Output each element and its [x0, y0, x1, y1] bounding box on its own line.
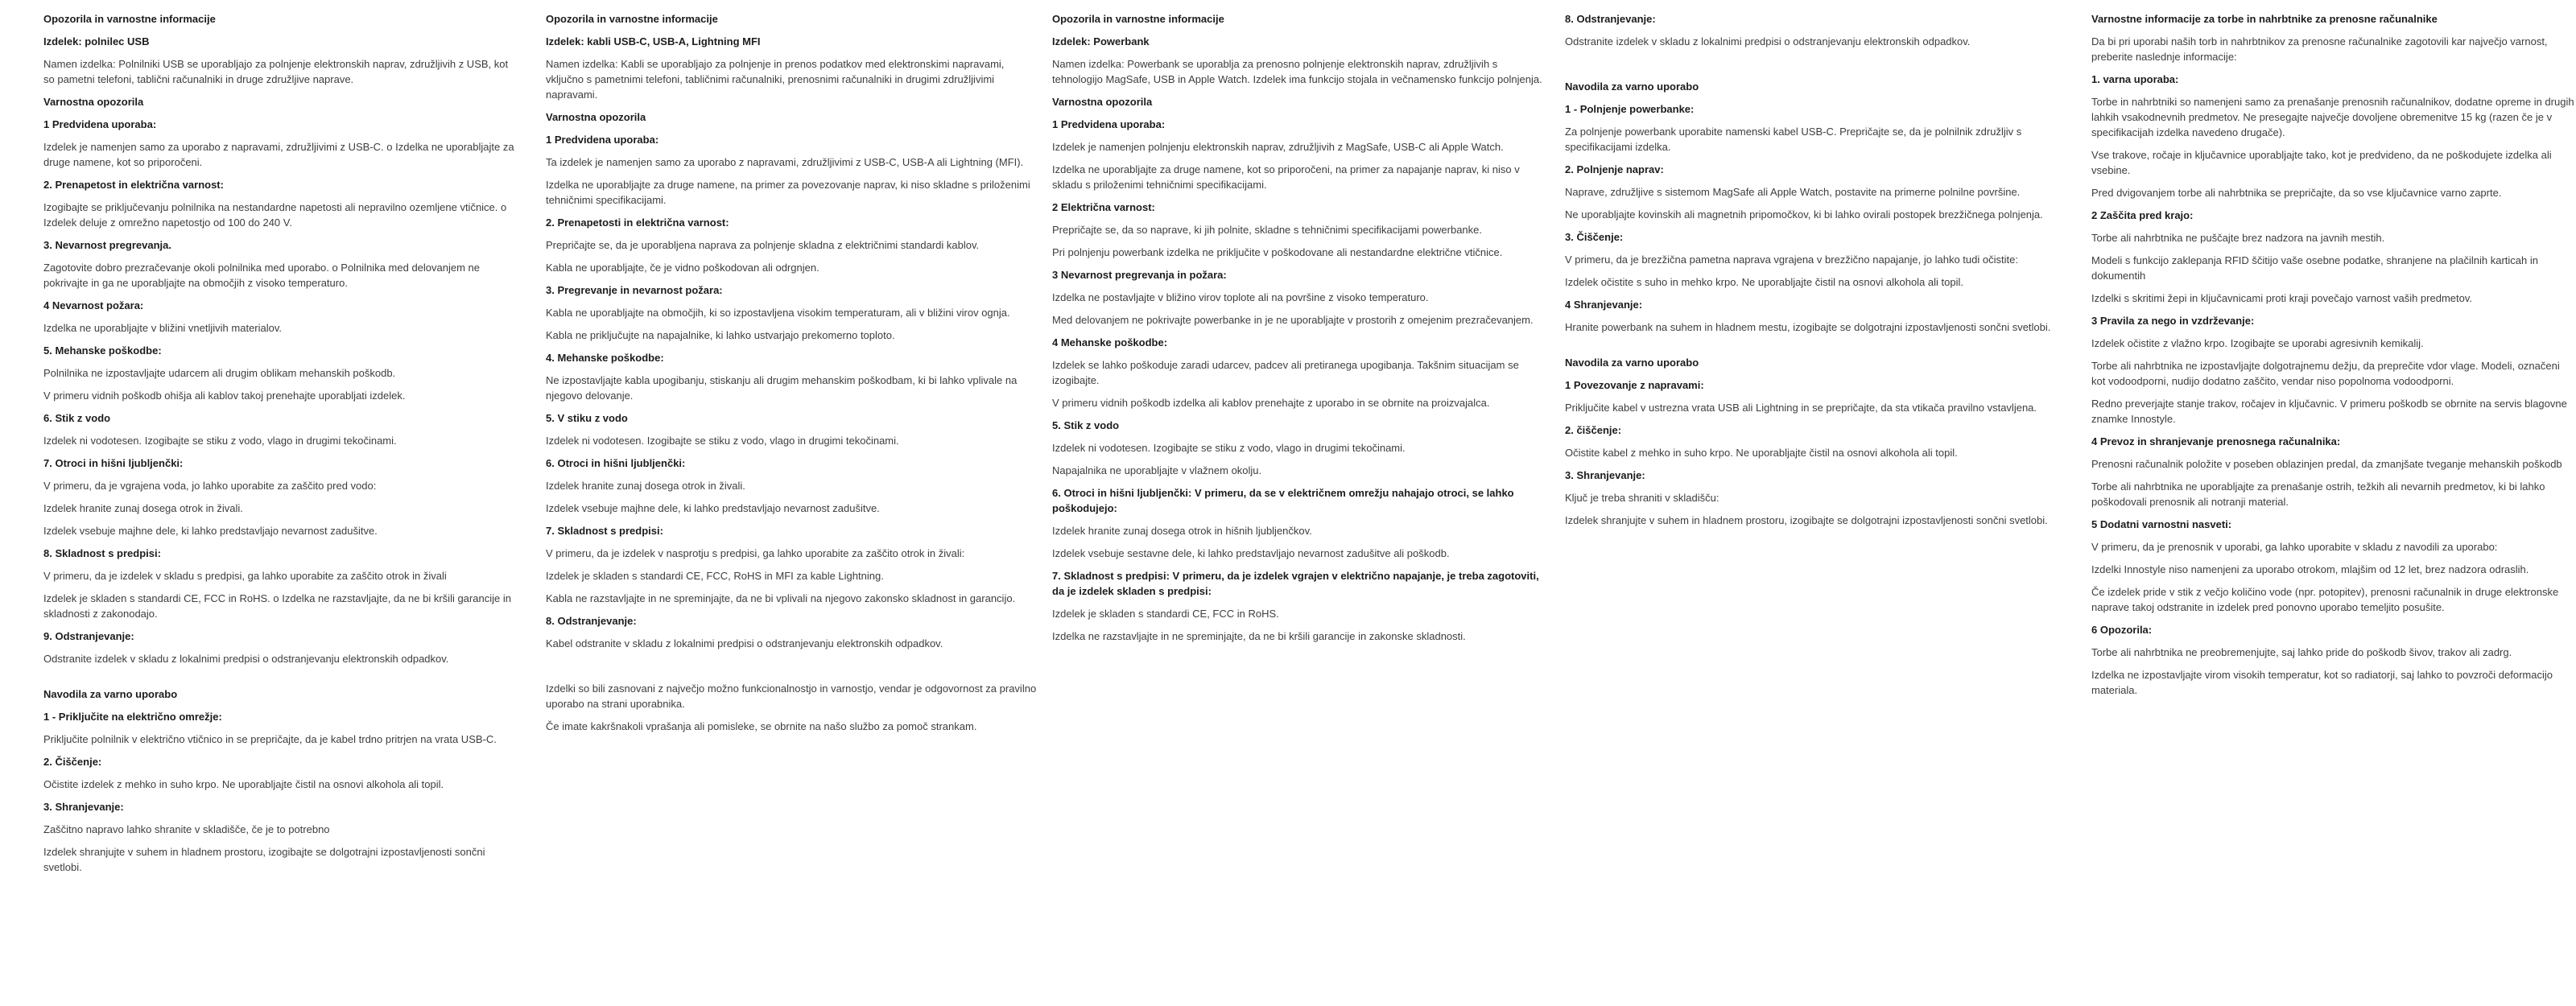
paragraph: Za polnjenje powerbank uporabite namenski kabel USB-C. Prepričajte se, da je polnilnik združljiv s specifikacijami izdelka.: [1565, 126, 2022, 153]
paragraph: Med delovanjem ne pokrivajte powerbanke in je ne uporabljajte v prostorih z omejenim prezračevanjem.: [1052, 314, 1534, 326]
section-heading: Navodila za varno uporabo: [1565, 80, 1699, 93]
section-heading: 1 Predvidena uporaba:: [43, 118, 157, 130]
section-heading: 1 Predvidena uporaba:: [546, 134, 659, 146]
section-heading: 3. Nevarnost pregrevanja.: [43, 239, 171, 251]
paragraph: Namen izdelka: Polnilniki USB se uporabljajo za polnjenje elektronskih naprav, združljivih z USB, kot so pametni telefoni, tablični računalniki in druge združljive naprave.: [43, 58, 509, 85]
section-heading: 3. Čiščenje:: [1565, 231, 1624, 243]
paragraph: V primeru, da je vgrajena voda, jo lahko uporabite za zaščito pred vodo:: [43, 480, 377, 492]
paragraph: Ne izpostavljajte kabla upogibanju, stiskanju ali drugim mehanskim poškodbam, ki bi lahko vplivale na njegovo delovanje.: [546, 374, 1018, 402]
section-heading: Opozorila in varnostne informacije: [1052, 13, 1224, 25]
paragraph: V primeru vidnih poškodb ohišja ali kablov takoj prenehajte uporabljati izdelek.: [43, 390, 406, 402]
section-heading: 1 - Priključite na električno omrežje:: [43, 711, 222, 723]
section-heading: 7. Skladnost s predpisi: V primeru, da je izdelek vgrajen v električno napajanje, je treba zagotoviti, da je izdelek skladen s predpisi:: [1052, 570, 1539, 597]
paragraph: Pri polnjenju powerbank izdelka ne priključite v poškodovane ali nestandardne električne vtičnice.: [1052, 246, 1503, 258]
section-heading: 6. Stik z vodo: [43, 412, 111, 424]
paragraph: Kabel odstranite v skladu z lokalnimi predpisi o odstranjevanju elektronskih odpadkov.: [546, 637, 943, 649]
paragraph: Izdelki s skritimi žepi in ključavnicami proti kraji povečajo varnost vaših predmetov.: [2091, 292, 2472, 304]
section-heading: 8. Odstranjevanje:: [1565, 13, 1656, 25]
paragraph: Namen izdelka: Powerbank se uporablja za prenosno polnjenje elektronskih naprav, združljivih s tehnologijo MagSafe, USB in Apple Watch. Izdelek ima funkcijo stojala in večnamensko funkcijo polnjenja.: [1052, 58, 1542, 85]
paragraph: Ne uporabljajte kovinskih ali magnetnih pripomočkov, ki bi lahko ovirali postopek brezžičnega polnjenja.: [1565, 208, 2043, 221]
section-heading: 2. Polnjenje naprav:: [1565, 163, 1664, 175]
paragraph: Izogibajte se priključevanju polnilnika na nestandardne napetosti ali nepravilno ozemljene vtičnice. o Izdelek deluje z omrežno napetostjo od 100 do 240 V.: [43, 201, 507, 229]
column-laptop-bags: [2091, 11, 2574, 705]
paragraph: Pred dvigovanjem torbe ali nahrbtnika se prepričajte, da so vse ključavnice varno zaprte.: [2091, 187, 2502, 199]
paragraph: Izdelek je skladen s standardi CE, FCC in RoHS.: [1052, 608, 1279, 620]
section-heading: 7. Otroci in hišni ljubljenčki:: [43, 457, 184, 469]
section-heading: 7. Skladnost s predpisi:: [546, 525, 663, 537]
paragraph: Izdelek očistite z vlažno krpo. Izogibajte se uporabi agresivnih kemikalij.: [2091, 337, 2424, 349]
paragraph: Izdelek je namenjen samo za uporabo z napravami, združljivimi z USB-C. o Izdelka ne uporabljajte za druge namene, kot so priporočeni.: [43, 141, 514, 168]
section-heading: 4 Nevarnost požara:: [43, 299, 144, 311]
section-heading: Opozorila in varnostne informacije: [546, 13, 718, 25]
paragraph: V primeru, da je brezžična pametna naprava vgrajena v brezžično napajanje, jo lahko tudi očistite:: [1565, 254, 2018, 266]
paragraph: Priključite kabel v ustrezna vrata USB ali Lightning in se prepričajte, da sta vtikača pravilno vstavljena.: [1565, 402, 2037, 414]
paragraph: Če izdelek pride v stik z večjo količino vode (npr. potopitev), prenosni računalnik in druge elektronske naprave takoj odstranite in izdelek pred ponovno uporabo temeljito posušite.: [2091, 586, 2559, 613]
column-gap: [43, 674, 515, 686]
section-heading: 3 Pravila za nego in vzdrževanje:: [2091, 315, 2255, 327]
paragraph: Naprave, združljive s sistemom MagSafe ali Apple Watch, postavite na primerne polnilne površine.: [1565, 186, 2021, 198]
paragraph: Izdelek vsebuje sestavne dele, ki lahko predstavljajo nevarnost zadušitve ali poškodb.: [1052, 547, 1450, 559]
section-heading: Varnostna opozorila: [546, 111, 646, 123]
section-heading: Izdelek: polnilec USB: [43, 35, 150, 47]
paragraph: Modeli s funkcijo zaklepanja RFID ščitijo vaše osebne podatke, shranjene na plačilnih karticah in dokumentih: [2091, 254, 2538, 282]
paragraph: Izdelek hranite zunaj dosega otrok in živali.: [546, 480, 745, 492]
paragraph: Če imate kakršnakoli vprašanja ali pomisleke, se obrnite na našo službo za pomoč strankam.: [546, 720, 977, 732]
paragraph: Torbe ali nahrbtnika ne uporabljajte za prenašanje ostrih, težkih ali nevarnih predmetov, ki bi lahko poškodovali prenosnik ali notranji material.: [2091, 480, 2545, 508]
paragraph: Ta izdelek je namenjen samo za uporabo z napravami, združljivimi z USB-C, USB-A ali Lightning (MFI).: [546, 156, 1024, 168]
column-gap: [546, 658, 1038, 681]
section-heading: 3 Nevarnost pregrevanja in požara:: [1052, 269, 1227, 281]
column-powerbank: [1052, 11, 1550, 651]
section-heading: 1 - Polnjenje powerbanke:: [1565, 103, 1695, 115]
paragraph: Izdelki Innostyle niso namenjeni za uporabo otrokom, mlajšim od 12 let, brez nadzora odraslih.: [2091, 563, 2529, 575]
paragraph: Priključite polnilnik v električno vtičnico in se prepričajte, da je kabel trdno pritrjen na vrata USB-C.: [43, 733, 497, 745]
paragraph: Kabla ne uporabljajte na območjih, ki so izpostavljena visokim temperaturam, ali v bližini virov ognja.: [546, 307, 1010, 319]
paragraph: Prepričajte se, da je uporabljena naprava za polnjenje skladna z električnimi standardi kablov.: [546, 239, 980, 251]
paragraph: Izdelek vsebuje majhne dele, ki lahko predstavljajo nevarnost zadušitve.: [546, 502, 880, 514]
section-heading: 3. Shranjevanje:: [1565, 469, 1645, 481]
section-heading: 2. Čiščenje:: [43, 756, 102, 768]
section-heading: 9. Odstranjevanje:: [43, 630, 134, 642]
column-powerbank-instructions: [1565, 11, 2064, 535]
section-heading: Varnostne informacije za torbe in nahrbtnike za prenosne računalnike: [2091, 13, 2438, 25]
section-heading: Izdelek: Powerbank: [1052, 35, 1150, 47]
paragraph: Izdelka ne uporabljajte za druge namene, na primer za povezovanje naprav, ki niso skladne s priloženimi tehničnimi specifikacijami.: [546, 179, 1030, 206]
section-heading: 5. Stik z vodo: [1052, 419, 1120, 431]
section-heading: 2 Zaščita pred krajo:: [2091, 209, 2194, 221]
paragraph: Torbe ali nahrbtnika ne izpostavljajte dolgotrajnemu dežju, da preprečite vdor vlage. Modeli, označeni kot vodoodporni, nudijo dodatno zaščito, vendar niso popolnoma vodoodporni.: [2091, 360, 2560, 387]
paragraph: Izdelek vsebuje majhne dele, ki lahko predstavljajo nevarnost zadušitve.: [43, 525, 378, 537]
section-heading: 2 Električna varnost:: [1052, 201, 1155, 213]
paragraph: Izdelka ne uporabljajte za druge namene, kot so priporočeni, na primer za napajanje naprav, ki niso v skladu s priloženimi tehničnimi specifikacijami.: [1052, 163, 1520, 191]
paragraph: Izdelek ni vodotesen. Izogibajte se stiku z vodo, vlago in drugimi tekočinami.: [43, 435, 397, 447]
section-heading: 4. Mehanske poškodbe:: [546, 352, 664, 364]
paragraph: Izdelka ne postavljajte v bližino virov toplote ali na površine z visoko temperaturo.: [1052, 291, 1429, 303]
paragraph: Izdelek je skladen s standardi CE, FCC, RoHS in MFI za kable Lightning.: [546, 570, 884, 582]
paragraph: Torbe ali nahrbtnika ne puščajte brez nadzora na javnih mestih.: [2091, 232, 2385, 244]
paragraph: V primeru vidnih poškodb izdelka ali kablov prenehajte z uporabo in se obrnite na proizvajalca.: [1052, 397, 1490, 409]
section-heading: 2. Prenapetost in električna varnost:: [43, 179, 224, 191]
paragraph: Izdelek ni vodotesen. Izogibajte se stiku z vodo, vlago in drugimi tekočinami.: [1052, 442, 1406, 454]
section-heading: 8. Skladnost s predpisi:: [43, 547, 161, 559]
paragraph: V primeru, da je izdelek v nasprotju s predpisi, ga lahko uporabite za zaščito otrok in živali:: [546, 547, 965, 559]
paragraph: Napajalnika ne uporabljajte v vlažnem okolju.: [1052, 464, 1262, 476]
paragraph: Izdelek shranjujte v suhem in hladnem prostoru, izogibajte se dolgotrajni izpostavljenosti sončni svetlobi.: [43, 846, 485, 873]
paragraph: Zaščitno napravo lahko shranite v skladišče, če je to potrebno: [43, 823, 330, 835]
paragraph: Ključ je treba shraniti v skladišču:: [1565, 492, 1719, 504]
paragraph: Odstranite izdelek v skladu z lokalnimi predpisi o odstranjevanju elektronskih odpadkov.: [1565, 35, 1971, 47]
paragraph: Izdelek je skladen s standardi CE, FCC in RoHS. o Izdelka ne razstavljajte, da ne bi kršili garancije in skladnosti z zakonodajo.: [43, 592, 511, 620]
section-heading: 1. varna uporaba:: [2091, 73, 2179, 85]
paragraph: Izdelek je namenjen polnjenju elektronskih naprav, združljivih z MagSafe, USB-C ali Apple Watch.: [1052, 141, 1504, 153]
paragraph: Prenosni računalnik položite v poseben oblazinjen predal, da zmanjšate tveganje mehanskih poškodb: [2091, 458, 2562, 470]
section-heading: Varnostna opozorila: [43, 96, 144, 108]
paragraph: Zagotovite dobro prezračevanje okoli polnilnika med uporabo. o Polnilnika med delovanjem ne pokrivajte in ga ne uporabljajte na območjih z visoko temperaturo.: [43, 262, 480, 289]
paragraph: Kabla ne uporabljajte, če je vidno poškodovan ali odrgnjen.: [546, 262, 819, 274]
column-gap: [1565, 342, 2064, 355]
paragraph: Torbe ali nahrbtnika ne preobremenjujte, saj lahko pride do poškodb šivov, trakov ali zadrg.: [2091, 646, 2512, 658]
section-heading: Izdelek: kabli USB-C, USB-A, Lightning MFI: [546, 35, 761, 47]
section-heading: 4 Shranjevanje:: [1565, 299, 1643, 311]
paragraph: Očistite kabel z mehko in suho krpo. Ne uporabljajte čistil na osnovi alkohola ali topil.: [1565, 447, 1958, 459]
section-heading: 5. V stiku z vodo: [546, 412, 628, 424]
paragraph: Izdelek ni vodotesen. Izogibajte se stiku z vodo, vlago in drugimi tekočinami.: [546, 435, 899, 447]
paragraph: Da bi pri uporabi naših torb in nahrbtnikov za prenosne računalnike zagotovili kar največjo varnost, preberite naslednje informacije:: [2091, 35, 2548, 63]
paragraph: Izdelek očistite s suho in mehko krpo. Ne uporabljajte čistil na osnovi alkohola ali topil.: [1565, 276, 1963, 288]
column-usb-cables: [546, 11, 1038, 741]
section-heading: 3. Pregrevanje in nevarnost požara:: [546, 284, 723, 296]
column-gap: [1565, 56, 2064, 79]
paragraph: V primeru, da je izdelek v skladu s predpisi, ga lahko uporabite za zaščito otrok in živali: [43, 570, 447, 582]
section-heading: 6. Otroci in hišni ljubljenčki: V primeru, da se v električnem omrežju nahajajo otroci, se lahko poškodujejo:: [1052, 487, 1514, 514]
paragraph: Izdelka ne razstavljajte in ne spreminjajte, da ne bi kršili garancije in zakonske skladnosti.: [1052, 630, 1466, 642]
paragraph: Izdelek hranite zunaj dosega otrok in živali.: [43, 502, 243, 514]
section-heading: Varnostna opozorila: [1052, 96, 1153, 108]
section-heading: 1 Povezovanje z napravami:: [1565, 379, 1704, 391]
paragraph: Prepričajte se, da so naprave, ki jih polnite, skladne s tehničnimi specifikacijami powerbanke.: [1052, 224, 1482, 236]
paragraph: Redno preverjajte stanje trakov, ročajev in ključavnic. V primeru poškodb se obrnite na servis blagovne znamke Innostyle.: [2091, 398, 2567, 425]
section-heading: 6. Otroci in hišni ljubljenčki:: [546, 457, 686, 469]
paragraph: V primeru, da je prenosnik v uporabi, ga lahko uporabite v skladu z navodili za uporabo:: [2091, 541, 2498, 553]
paragraph: Kabla ne priključujte na napajalnike, ki lahko ustvarjajo prekomerno toploto.: [546, 329, 895, 341]
paragraph: Hranite powerbank na suhem in hladnem mestu, izogibajte se dolgotrajni izpostavljenosti sončni svetlobi.: [1565, 321, 2051, 333]
section-heading: Navodila za varno uporabo: [43, 688, 178, 700]
paragraph: Polnilnika ne izpostavljajte udarcem ali drugim oblikam mehanskih poškodb.: [43, 367, 396, 379]
section-heading: 4 Mehanske poškodbe:: [1052, 336, 1168, 348]
paragraph: Očistite izdelek z mehko in suho krpo. Ne uporabljajte čistil na osnovi alkohola ali topil.: [43, 778, 444, 790]
section-heading: 2. Prenapetosti in električna varnost:: [546, 216, 729, 229]
section-heading: 5 Dodatni varnostni nasveti:: [2091, 518, 2232, 530]
paragraph: Izdelki so bili zasnovani z največjo možno funkcionalnostjo in varnostjo, vendar je odgovornost za pravilno uporabo na strani uporabnika.: [546, 682, 1037, 710]
paragraph: Vse trakove, ročaje in ključavnice uporabljajte tako, kot je predvideno, da ne poškodujete izdelka ali vsebine.: [2091, 149, 2552, 176]
section-heading: 3. Shranjevanje:: [43, 801, 124, 813]
paragraph: Torbe in nahrbtniki so namenjeni samo za prenašanje prenosnih računalnikov, dodatne opreme in drugih lahkih vsakodnevnih predmetov. Ne presegajte največje dovoljene obremenitve 15 kg (razen če je v specifikacijah izdelka navedeno drugače).: [2091, 96, 2574, 138]
paragraph: Odstranite izdelek v skladu z lokalnimi predpisi o odstranjevanju elektronskih odpadkov.: [43, 653, 449, 665]
section-heading: 5. Mehanske poškodbe:: [43, 344, 162, 357]
column-usb-charger: [43, 11, 515, 882]
paragraph: Izdelek hranite zunaj dosega otrok in hišnih ljubljenčkov.: [1052, 525, 1312, 537]
section-heading: Opozorila in varnostne informacije: [43, 13, 216, 25]
section-heading: Navodila za varno uporabo: [1565, 357, 1699, 369]
paragraph: Izdelek shranjujte v suhem in hladnem prostoru, izogibajte se dolgotrajni izpostavljenosti sončni svetlobi.: [1565, 514, 2048, 526]
paragraph: Izdelek se lahko poškoduje zaradi udarcev, padcev ali pretiranega upogibanja. Takšnim situacijam se izogibajte.: [1052, 359, 1519, 386]
section-heading: 6 Opozorila:: [2091, 624, 2153, 636]
section-heading: 8. Odstranjevanje:: [546, 615, 637, 627]
paragraph: Izdelka ne uporabljajte v bližini vnetljivih materialov.: [43, 322, 283, 334]
paragraph: Namen izdelka: Kabli se uporabljajo za polnjenje in prenos podatkov med elektronskimi napravami, vključno s pametnimi telefoni, tabličnimi računalniki, prenosnimi računalniki in drugimi združljivimi napravami.: [546, 58, 1005, 101]
section-heading: 1 Predvidena uporaba:: [1052, 118, 1166, 130]
section-heading: 2. čiščenje:: [1565, 424, 1622, 436]
section-heading: 4 Prevoz in shranjevanje prenosnega računalnika:: [2091, 435, 2341, 447]
paragraph: Izdelka ne izpostavljajte virom visokih temperatur, kot so radiatorji, saj lahko to povzroči deformacijo materiala.: [2091, 669, 2553, 696]
paragraph: Kabla ne razstavljajte in ne spreminjajte, da ne bi vplivali na njegovo zakonsko skladnost in garancijo.: [546, 592, 1016, 604]
